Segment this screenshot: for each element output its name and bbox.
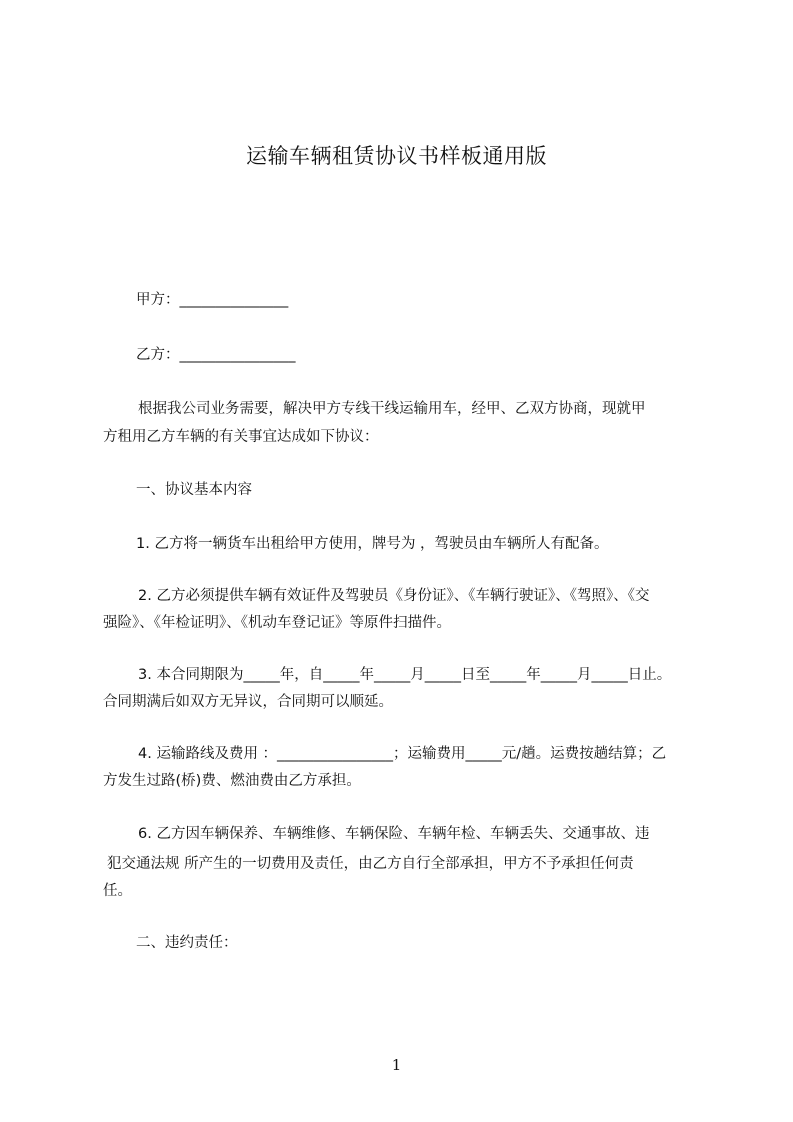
section-heading-1: 一、协议基本内容 bbox=[136, 482, 252, 498]
intro-line-2: 方租用乙方车辆的有关事宜达成如下协议： bbox=[103, 429, 379, 445]
clause-3-line-2: 合同期满后如双方无异议，合同期可以顺延。 bbox=[103, 694, 393, 710]
clause-2-line-2: 强险》、《年检证明》、《机动车登记证》等原件扫描件。 bbox=[103, 615, 451, 631]
clause-2-line-1: 2. 乙方必须提供车辆有效证件及驾驶员《身份证》、《车辆行驶证》、《驾照》、《交 bbox=[138, 588, 650, 604]
clause-6-line-3: 任。 bbox=[103, 883, 132, 899]
document-title: 运输车辆租赁协议书样板通用版 bbox=[246, 144, 547, 168]
clause-4-line-1: 4. 运输路线及费用 ：________________；运输费用_____元/趟。运费按趟结算；乙 bbox=[138, 746, 667, 762]
clause-6-line-2: 犯交通法规 所产生的一切费用及责任，由乙方自行全部承担，甲方不予承担任何责 bbox=[107, 856, 634, 872]
clause-1: 1. 乙方将一辆货车出租给甲方使用，牌号为 ，驾驶员由车辆所人有配备。 bbox=[136, 536, 609, 552]
section-heading-2: 二、违约责任： bbox=[136, 935, 238, 951]
clause-3-line-1: 3. 本合同期限为_____年，自_____年_____月_____日至_____年_____月_____日止。 bbox=[138, 667, 672, 683]
intro-line-1: 根据我公司业务需要，解决甲方专线干线运输用车，经甲、乙双方协商，现就甲 bbox=[138, 401, 646, 417]
clause-6-line-1: 6. 乙方因车辆保养、车辆维修、车辆保险、车辆年检、车辆丢失、交通事故、违 bbox=[138, 826, 650, 842]
clause-4-line-2: 方发生过路(桥)费、燃油费由乙方承担。 bbox=[103, 773, 361, 789]
party-b-line: 乙方：________________ bbox=[136, 347, 296, 363]
page-number: 1 bbox=[391, 1056, 402, 1074]
party-a-line: 甲方：_______________ bbox=[136, 292, 289, 308]
